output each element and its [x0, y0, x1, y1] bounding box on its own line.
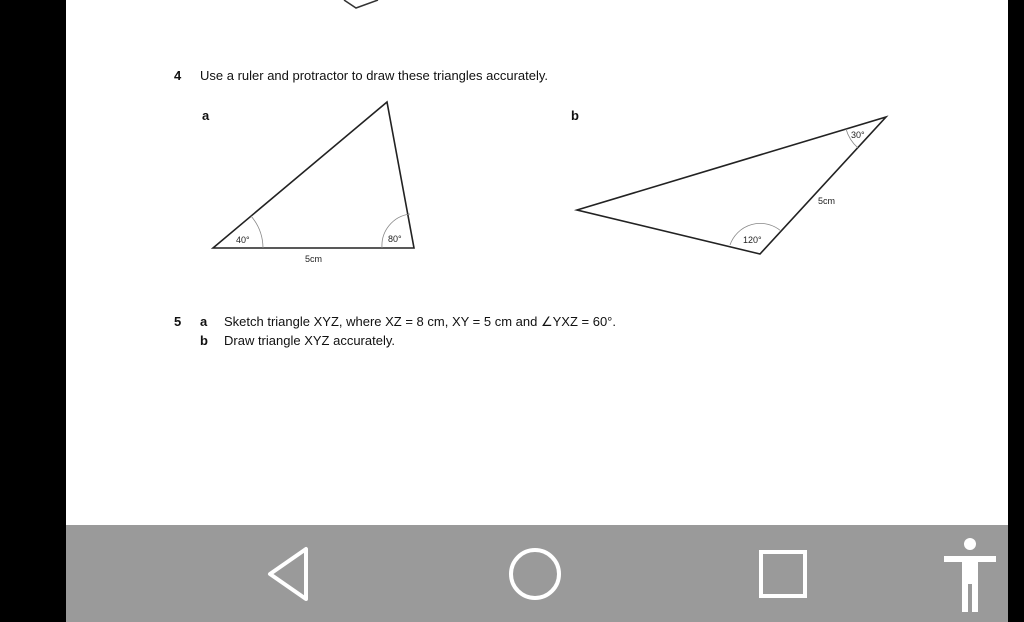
back-button[interactable] [254, 525, 324, 622]
angle-label-b-bottom: 120° [743, 235, 762, 245]
navigation-bar [66, 525, 1008, 622]
accessibility-person-icon [940, 534, 1000, 614]
home-button[interactable] [500, 525, 570, 622]
angle-label-a-left: 40° [236, 235, 250, 245]
worksheet-page [66, 0, 1008, 525]
accessibility-button[interactable] [934, 525, 1006, 622]
part-a-label: a [202, 108, 210, 123]
question-4-number: 4 [174, 68, 182, 83]
question-4-text: Use a ruler and protractor to draw these triangles accurately. [200, 68, 549, 83]
angle-label-a-right: 80° [388, 234, 402, 244]
side-label-b: 5cm [818, 196, 836, 206]
triangle-b [577, 117, 886, 254]
question-5-a-label: a [200, 314, 208, 329]
question-5-number: 5 [174, 314, 182, 329]
recents-square-icon [757, 548, 809, 600]
triangle-b-figure [66, 0, 1008, 300]
side-label-a-base: 5cm [305, 254, 323, 264]
part-b-label: b [571, 108, 579, 123]
question-5-a-text: Sketch triangle XYZ, where XZ = 8 cm, XY = 5 cm and ∠YXZ = 60°. [224, 314, 616, 329]
angle-label-b-top: 30° [851, 130, 865, 140]
question-5-b-label: b [200, 333, 208, 348]
question-5-b-text: Draw triangle XYZ accurately. [224, 333, 395, 348]
recents-button[interactable] [748, 525, 818, 622]
question-5-part-a [174, 314, 616, 330]
question-5-part-b [200, 333, 395, 348]
home-circle-icon [507, 546, 563, 602]
back-triangle-icon [264, 543, 314, 605]
